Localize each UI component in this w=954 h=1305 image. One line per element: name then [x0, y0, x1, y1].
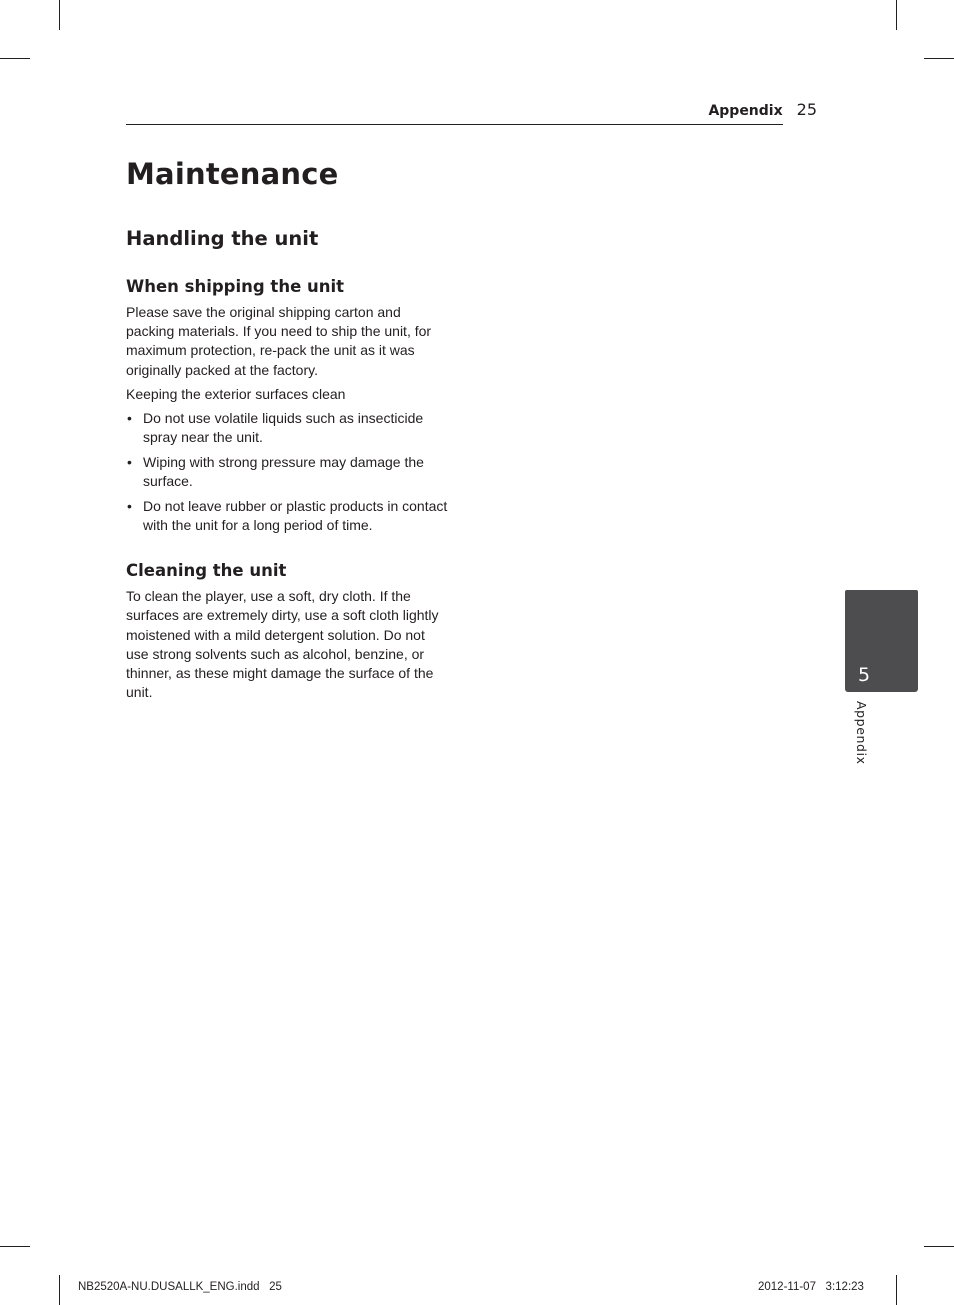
bullet-icon: •	[127, 410, 132, 427]
exterior-label: Keeping the exterior surfaces clean	[126, 385, 346, 402]
bullet-icon: •	[127, 497, 132, 514]
list-item	[126, 497, 451, 535]
list-item	[126, 409, 451, 447]
list-item-text: Wiping with strong pressure may damage the surface.	[143, 453, 424, 490]
chapter-number: 5	[858, 664, 871, 686]
crop-mark	[896, 1275, 897, 1305]
shipping-paragraph: Please save the original shipping carton and packing materials. If you need to ship the unit, for maximum protection, re-pack the unit as it was originally packed at the factory.	[126, 304, 432, 378]
bullet-icon: •	[127, 453, 132, 470]
list-item-text: Do not leave rubber or plastic products in contact with the unit for a long period of time.	[143, 497, 448, 534]
crop-mark	[0, 58, 30, 59]
crop-mark	[924, 1246, 954, 1247]
shipping-heading: When shipping the unit	[126, 277, 345, 296]
list-item-text: Do not use volatile liquids such as insecticide spray near the unit.	[143, 410, 424, 446]
content-column	[126, 150, 451, 702]
chapter-side-label: Appendix	[854, 701, 869, 765]
care-bullet-list	[126, 409, 451, 535]
crop-mark	[896, 0, 897, 30]
page-number: 25	[796, 100, 817, 119]
footer-timestamp: 2012-11-07 3:12:23	[758, 1281, 864, 1293]
cleaning-heading: Cleaning the unit	[126, 561, 287, 581]
chapter-tab	[845, 590, 918, 692]
crop-mark	[59, 0, 60, 30]
crop-mark	[924, 58, 954, 59]
cleaning-paragraph: To clean the player, use a soft, dry cloth. If the surfaces are extremely dirty, use a soft cloth lightly moistened with a mild detergent solution. Do not use strong solvents such as alcohol, benzine, or thinner, as these might damage the surface of the unit.	[126, 588, 439, 701]
header-section-label: Appendix	[708, 103, 783, 119]
running-header	[708, 100, 817, 119]
crop-mark	[59, 1275, 60, 1305]
crop-mark	[0, 1246, 30, 1247]
footer-file-info: NB2520A-NU.DUSALLK_ENG.indd 25	[78, 1281, 282, 1293]
section-title: Handling the unit	[126, 227, 319, 250]
header-rule	[126, 124, 783, 125]
page-title: Maintenance	[126, 157, 339, 191]
list-item	[126, 453, 451, 491]
